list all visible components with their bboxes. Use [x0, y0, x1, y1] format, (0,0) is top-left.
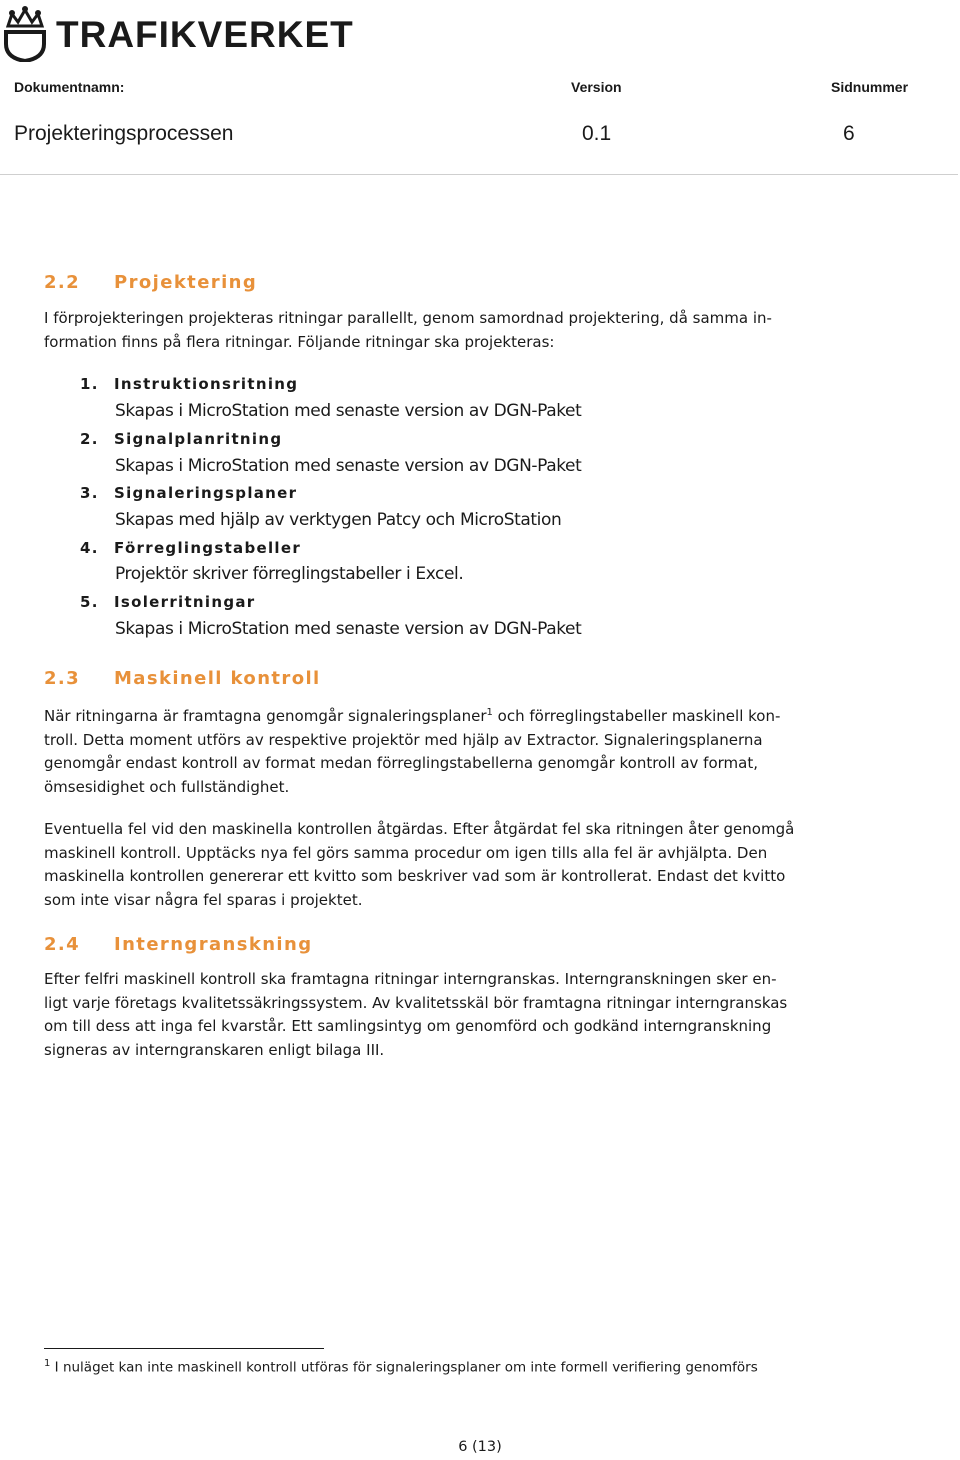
section-heading-2-2 [44, 272, 257, 293]
paragraph-line: ömsesidighet och fullständighet. [44, 777, 290, 796]
header-divider [0, 174, 958, 175]
doc-name-value: Projekteringsprocessen [14, 122, 234, 145]
section-title: Projektering [114, 272, 258, 293]
section-number: 2.3 [44, 668, 81, 689]
list-item-title: 4. Förreglingstabeller [80, 539, 302, 557]
footnote [44, 1358, 758, 1376]
crown-logo-icon [2, 4, 48, 62]
paragraph-line: När ritningarna är framtagna genomgår signaleringsplaner$^1$ och förreglingstabeller maskinell kon- [44, 707, 781, 725]
section-number: 2.2 [44, 272, 81, 293]
paragraph-line: signeras av interngranskaren enligt bilaga III. [44, 1040, 385, 1059]
paragraph-line: maskinella kontrollen genererar ett kvitto som beskriver vad som är kontrollerat. Endast det kvitto [44, 867, 786, 885]
list-item-description: Skapas i MicroStation med senaste version av DGN-Paket [115, 619, 582, 639]
list-item-title: 1. Instruktionsritning [80, 375, 299, 393]
list-item-title: 2. Signalplanritning [80, 430, 283, 448]
page-number-value: 6 [843, 122, 855, 145]
footnote-marker: 1 [44, 1358, 51, 1369]
section-2-4-paragraph [44, 968, 924, 1062]
section-heading-2-4 [44, 934, 313, 955]
section-number: 2.4 [44, 934, 81, 955]
paragraph-line: I förprojekteringen projekteras ritningar parallellt, genom samordnad projektering, då samma in- [44, 309, 772, 327]
footnote-reference[interactable]: 1 [486, 707, 493, 718]
doc-name-label: Dokumentnamn: [14, 79, 125, 95]
list-item-description: Skapas i MicroStation med senaste version av DGN-Paket [115, 456, 582, 476]
paragraph-line: formation finns på flera ritningar. Följande ritningar ska projekteras: [44, 332, 555, 351]
list-item-description: Skapas med hjälp av verktygen Patcy och MicroStation [115, 510, 562, 530]
paragraph-line: om till dess att inga fel kvarstår. Ett samlingsintyg om genomförd och godkänd interngranskning [44, 1017, 772, 1035]
paragraph-line: maskinell kontroll. Upptäcks nya fel görs samma procedur om igen tills alla fel är avhjälpta. Den [44, 843, 768, 862]
section-title: Interngranskning [114, 934, 313, 955]
section-heading-2-3 [44, 668, 321, 689]
version-value: 0.1 [582, 122, 612, 145]
paragraph-line: troll. Detta moment utförs av respektive projektör med hjälp av Extractor. Signaleringsplanerna [44, 730, 763, 749]
logo-wordmark: TRAFIKVERKET [56, 14, 354, 55]
footnote-divider [44, 1348, 324, 1349]
paragraph-line: Eventuella fel vid den maskinella kontrollen åtgärdas. Efter åtgärdat fel ska ritningen åter genomgå [44, 820, 795, 838]
paragraph-line: som inte visar några fel sparas i projektet. [44, 890, 363, 909]
trafikverket-logo [0, 0, 354, 66]
list-item-description: Skapas i MicroStation med senaste version av DGN-Paket [115, 401, 582, 421]
page-indicator: 6 (13) [458, 1439, 502, 1455]
section-title: Maskinell kontroll [114, 668, 321, 689]
paragraph-line: genomgår endast kontroll av format medan förreglingstabellerna genomgår kontroll av format, [44, 754, 758, 772]
list-item-description: Projektör skriver förreglingstabeller i Excel. [115, 564, 464, 584]
section-2-3-paragraph-2 [44, 818, 924, 912]
page-number-label: Sidnummer [831, 79, 909, 95]
section-2-2-intro [44, 307, 924, 354]
section-2-3-paragraph-1 [44, 701, 924, 799]
paragraph-line: Efter felfri maskinell kontroll ska framtagna ritningar interngranskas. Interngranskningen sker en- [44, 970, 777, 988]
list-item-title: 5. Isolerritningar [80, 593, 256, 611]
list-item-title: 3. Signaleringsplaner [80, 484, 298, 502]
footnote-text: I nuläget kan inte maskinell kontroll utföras för signaleringsplaner om inte formell verifiering genomförs [50, 1359, 758, 1376]
version-label: Version [571, 79, 622, 95]
paragraph-line: ligt varje företags kvalitetssäkringssystem. Av kvalitetsskäl bör framtagna ritningar interngranskas [44, 993, 788, 1012]
